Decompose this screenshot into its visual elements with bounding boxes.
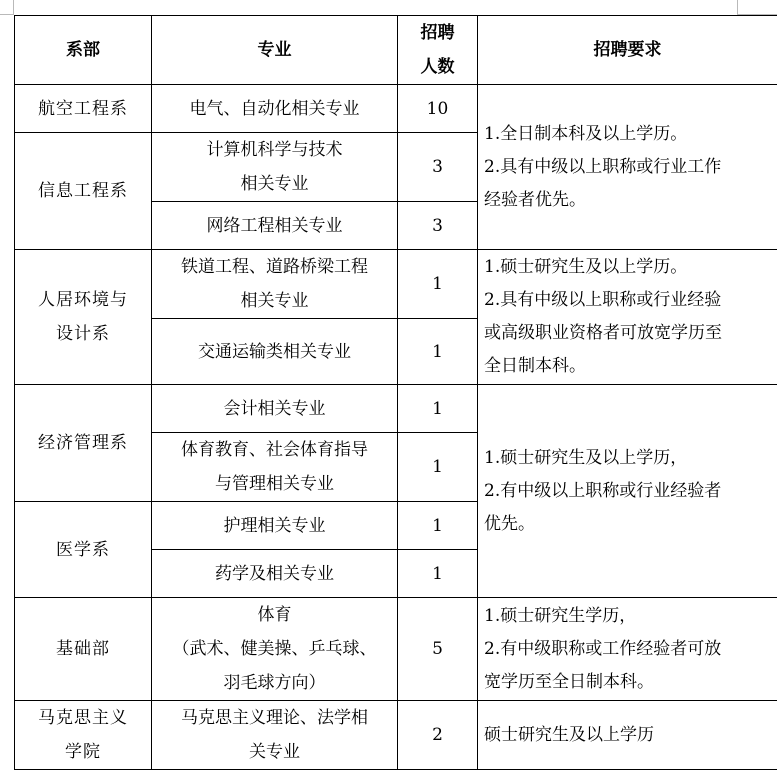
count-cell: 1: [398, 502, 478, 550]
header-dept: 系部: [15, 16, 152, 85]
dept-cell: [15, 598, 152, 701]
major-cell: [152, 502, 398, 550]
dept-line: 学院: [21, 735, 145, 769]
dept-cell: [15, 701, 152, 770]
major-line: 体育教育、社会体育指导: [158, 433, 391, 467]
major-cell: [152, 701, 398, 770]
dept-cell: [15, 85, 152, 133]
major-line: 关专业: [158, 735, 391, 769]
major-cell: [152, 433, 398, 502]
dept-line: 医学系: [21, 533, 145, 567]
requirement-line: 2.有中级职称或工作经验者可放: [484, 633, 773, 666]
count-cell: 5: [398, 598, 478, 701]
count-cell: 1: [398, 550, 478, 598]
major-line: 体育: [158, 598, 391, 632]
requirement-line: 1.硕士研究生学历，: [484, 600, 773, 633]
requirement-line: 2.具有中级以上职称或行业工作: [484, 151, 773, 184]
corner-mark-right-vertical: [737, 0, 738, 14]
header-row: [15, 16, 777, 85]
count-cell: 10: [398, 85, 478, 133]
dept-cell: [15, 250, 152, 385]
major-cell: [152, 133, 398, 202]
requirements-cell: [478, 701, 777, 770]
major-cell: [152, 202, 398, 250]
major-cell: [152, 598, 398, 701]
major-line: 会计相关专业: [158, 392, 391, 426]
dept-cell: [15, 133, 152, 250]
requirement-line: 1.全日制本科及以上学历。: [484, 118, 773, 151]
major-line: 相关专业: [158, 167, 391, 201]
header-count-line2: 人数: [404, 50, 471, 84]
major-line: 药学及相关专业: [158, 557, 391, 591]
table-row: [15, 598, 777, 701]
requirement-line: 优先。: [484, 508, 773, 541]
major-cell: [152, 385, 398, 433]
major-line: （武术、健美操、乒乓球、: [158, 632, 391, 666]
dept-cell: [15, 502, 152, 598]
dept-line: 基础部: [21, 632, 145, 666]
header-major: 专业: [152, 16, 398, 85]
major-line: 电气、自动化相关专业: [158, 92, 391, 126]
table-row: [15, 85, 777, 133]
requirement-line: 2.有中级以上职称或行业经验者: [484, 475, 773, 508]
dept-line: 经济管理系: [21, 426, 145, 460]
table-row: [15, 250, 777, 319]
major-line: 羽毛球方向）: [158, 666, 391, 700]
major-line: 护理相关专业: [158, 509, 391, 543]
requirements-cell: [478, 85, 777, 250]
major-cell: [152, 85, 398, 133]
requirement-line: 全日制本科。: [484, 350, 773, 383]
major-line: 铁道工程、道路桥梁工程: [158, 250, 391, 284]
major-line: 网络工程相关专业: [158, 209, 391, 243]
count-cell: 2: [398, 701, 478, 770]
major-cell: [152, 250, 398, 319]
corner-mark-left-vertical: [13, 0, 14, 14]
requirement-line: 或高级职业资格者可放宽学历至: [484, 317, 773, 350]
count-cell: 1: [398, 385, 478, 433]
dept-line: 航空工程系: [21, 92, 145, 126]
recruitment-table: [14, 15, 777, 770]
header-count: [398, 16, 478, 85]
requirements-cell: [478, 385, 777, 598]
count-cell: 1: [398, 250, 478, 319]
requirement-line: 宽学历至全日制本科。: [484, 666, 773, 699]
requirement-line: 经验者优先。: [484, 184, 773, 217]
header-requirements: 招聘要求: [478, 16, 777, 85]
table-row: [15, 385, 777, 433]
major-cell: [152, 319, 398, 385]
major-line: 马克思主义理论、法学相: [158, 701, 391, 735]
requirement-line: 1.硕士研究生及以上学历。: [484, 251, 773, 284]
major-line: 与管理相关专业: [158, 467, 391, 501]
corner-mark-left-horizontal: [0, 14, 14, 15]
dept-line: 设计系: [21, 317, 145, 351]
requirements-cell: [478, 250, 777, 385]
requirement-line: 2.具有中级以上职称或行业经验: [484, 284, 773, 317]
dept-cell: [15, 385, 152, 502]
count-cell: 1: [398, 433, 478, 502]
requirements-cell: [478, 598, 777, 701]
dept-line: 人居环境与: [21, 283, 145, 317]
count-cell: 3: [398, 202, 478, 250]
table-row: [15, 701, 777, 770]
requirement-line: 硕士研究生及以上学历: [484, 719, 773, 752]
dept-line: 信息工程系: [21, 174, 145, 208]
major-cell: [152, 550, 398, 598]
major-line: 交通运输类相关专业: [158, 335, 391, 369]
requirement-line: 1.硕士研究生及以上学历，: [484, 442, 773, 475]
header-count-line1: 招聘: [404, 16, 471, 50]
count-cell: 1: [398, 319, 478, 385]
major-line: 相关专业: [158, 284, 391, 318]
dept-line: 马克思主义: [21, 701, 145, 735]
count-cell: 3: [398, 133, 478, 202]
major-line: 计算机科学与技术: [158, 133, 391, 167]
